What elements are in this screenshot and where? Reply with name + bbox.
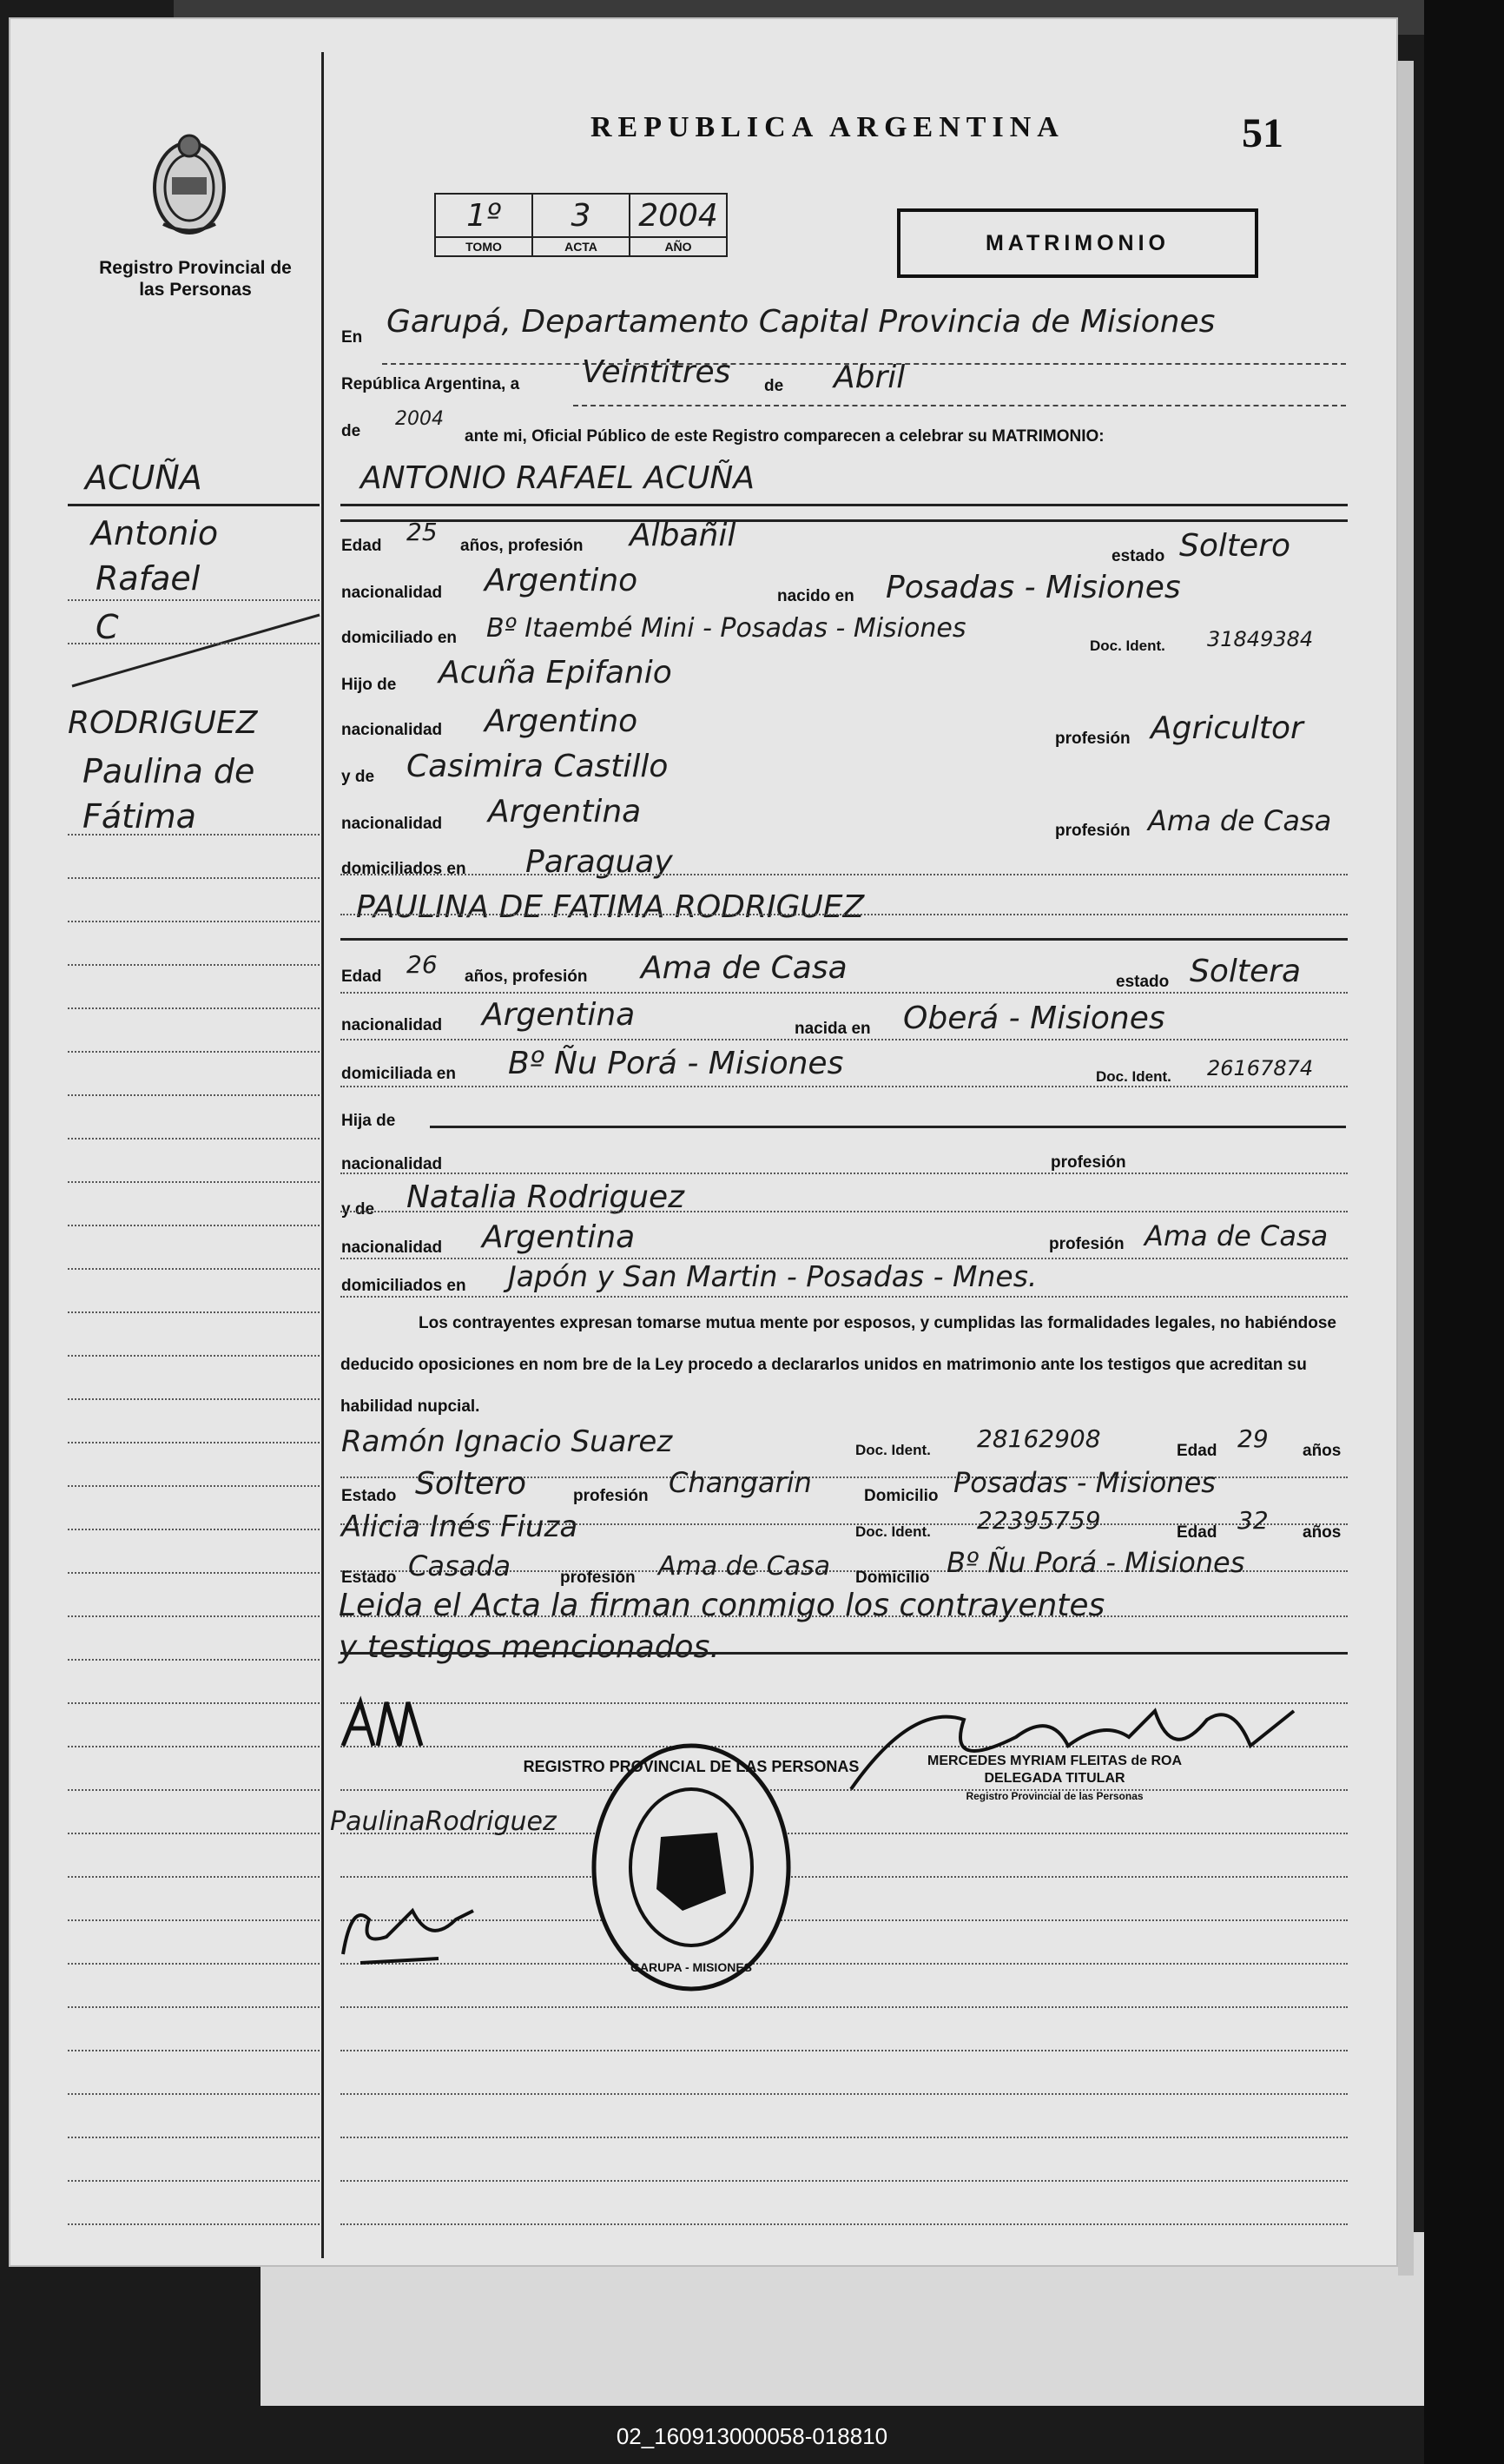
- bride-status: Soltera: [1190, 954, 1302, 989]
- label-de-year: de: [341, 422, 361, 440]
- label-doc-ident-w2: Doc. Ident.: [855, 1523, 931, 1540]
- bride-nationality: Argentina: [482, 997, 636, 1033]
- label-profesion-mother: profesión: [1055, 822, 1131, 840]
- label-anos-profesion-bride: años, profesión: [465, 968, 588, 986]
- label-ante-mi: ante mi, Oficial Público de este Registro comparecen a celebrar su MATRIMONIO:: [465, 427, 1105, 446]
- label-anos-profesion: años, profesión: [460, 537, 584, 555]
- label-estado-w1: Estado: [341, 1487, 397, 1505]
- declaration-paragraph: Los contrayentes expresan tomarse mutua mente por esposos, y cumplidas las formalidades legales, no habiéndose deducido oposiciones en nom bre de la Ley procedo a declararlos unidos en matrimonio ante los testigos que acreditan su habilidad nupcial.: [340, 1314, 1336, 1416]
- groom-mother-profession: Ama de Casa: [1148, 804, 1332, 837]
- witness1-doc: 28162908: [977, 1424, 1101, 1453]
- acta-value: 3: [532, 194, 630, 237]
- label-edad-bride: Edad: [341, 968, 382, 986]
- groom-status: Soltero: [1179, 528, 1290, 564]
- groom-name-underline-2: [340, 519, 1348, 522]
- label-hija-de: Hija de: [341, 1112, 396, 1130]
- label-doc-ident-w1: Doc. Ident.: [855, 1442, 931, 1458]
- margin-groom-surname: ACUÑA: [85, 459, 202, 497]
- label-domiciliados-en: domiciliados en: [341, 860, 466, 878]
- margin-bride-name1: Paulina de: [82, 752, 255, 790]
- registry-name: Registro Provincial de las Personas: [99, 258, 292, 300]
- stamp-place: GARUPA - MISIONES: [630, 1960, 753, 1974]
- witness1-name: Ramón Ignacio Suarez: [341, 1424, 673, 1459]
- label-de: de: [764, 377, 784, 395]
- groom-father-profession: Agricultor: [1151, 710, 1303, 746]
- label-domiciliado-en: domiciliado en: [341, 629, 458, 647]
- margin-bride-name2: Fátima: [82, 797, 196, 836]
- year-value: 2004: [395, 408, 444, 430]
- bride-name-underline: [340, 938, 1348, 941]
- label-domicilio-w1: Domicilio: [864, 1487, 939, 1505]
- label-domiciliada-en: domiciliada en: [341, 1065, 456, 1083]
- label-doc-ident-bride: Doc. Ident.: [1096, 1068, 1171, 1085]
- witness1-profession: Changarin: [669, 1466, 812, 1499]
- label-estado-w2: Estado: [341, 1569, 397, 1587]
- bride-doc: 26167874: [1207, 1056, 1314, 1080]
- ano-value: 2004: [630, 194, 727, 237]
- official-title: DELEGADA TITULAR: [984, 1771, 1125, 1786]
- label-nacionalidad-father: nacionalidad: [341, 721, 443, 739]
- label-anos-w1: años: [1303, 1442, 1342, 1460]
- label-nacionalidad: nacionalidad: [341, 584, 443, 602]
- official-office: Registro Provincial de las Personas: [966, 1790, 1144, 1802]
- label-doc-ident: Doc. Ident.: [1090, 637, 1165, 654]
- document-type-box: MATRIMONIO: [897, 208, 1258, 278]
- tomo-label: TOMO: [435, 237, 532, 256]
- groom-nationality: Argentino: [485, 563, 638, 598]
- bride-age: 26: [406, 950, 438, 979]
- month-value: Abril: [834, 360, 906, 395]
- bride-profession: Ama de Casa: [641, 950, 848, 986]
- closing-rule: [340, 1652, 1348, 1655]
- witness1-address: Posadas - Misiones: [953, 1466, 1216, 1499]
- label-nacida-en: nacida en: [795, 1020, 871, 1038]
- witness1-status: Soltero: [415, 1466, 526, 1502]
- label-hijo-de: Hijo de: [341, 676, 397, 694]
- margin-rule-line: [68, 504, 320, 506]
- sheet-edge: [1398, 61, 1414, 2276]
- label-edad-w1: Edad: [1177, 1442, 1217, 1460]
- margin-strike-line: [68, 608, 328, 695]
- label-y-de-bride: y de: [341, 1200, 375, 1219]
- witness2-name: Alicia Inés Fiuza: [341, 1509, 578, 1544]
- margin-groom-name1: Antonio: [91, 514, 219, 552]
- groom-birthplace: Posadas - Misiones: [886, 570, 1181, 605]
- label-profesion-blank: profesión: [1051, 1153, 1126, 1172]
- acta-label: ACTA: [532, 237, 630, 256]
- closing-line-1: Leida el Acta la firman conmigo los contrayentes: [339, 1588, 1105, 1623]
- label-domiciliados-en-bride: domiciliados en: [341, 1277, 466, 1295]
- margin-mark: C: [96, 608, 119, 646]
- bride-mother-profession: Ama de Casa: [1144, 1219, 1329, 1252]
- label-profesion-w2: profesión: [560, 1569, 636, 1587]
- bride-mother: Natalia Rodriguez: [406, 1179, 685, 1215]
- bride-parents-address: Japón y San Martin - Posadas - Mnes.: [508, 1259, 1038, 1293]
- groom-mother-nationality: Argentina: [488, 794, 642, 829]
- stamp-text: REGISTRO PROVINCIAL DE LAS PERSONAS: [523, 1758, 860, 1775]
- label-profesion-father: profesión: [1055, 730, 1131, 748]
- groom-father-nationality: Argentino: [485, 704, 638, 739]
- label-profesion-w1: profesión: [573, 1487, 649, 1505]
- label-domicilio-w2: Domicilio: [855, 1569, 930, 1587]
- witness-signature-icon: [334, 1885, 499, 1972]
- record-table: [434, 193, 728, 257]
- label-nacionalidad-bride-mother: nacionalidad: [341, 1239, 443, 1257]
- label-republica: República Argentina, a: [341, 375, 520, 393]
- margin-rule: [321, 52, 324, 2258]
- witness2-status: Casada: [408, 1549, 511, 1582]
- margin-groom-name2: Rafael: [96, 559, 201, 598]
- groom-father: Acuña Epifanio: [439, 655, 672, 690]
- page-number: 51: [1242, 110, 1283, 156]
- groom-mother: Casimira Castillo: [406, 749, 669, 784]
- label-nacionalidad-blank: nacionalidad: [341, 1155, 443, 1173]
- label-nacido-en: nacido en: [777, 587, 854, 605]
- groom-name-underline: [340, 504, 1348, 506]
- groom-profession: Albañil: [630, 518, 736, 553]
- bride-mother-nationality: Argentina: [482, 1219, 636, 1255]
- hija-de-line: [430, 1126, 1346, 1128]
- label-nacionalidad-mother: nacionalidad: [341, 815, 443, 833]
- bride-signature: PaulinaRodriguez: [330, 1807, 557, 1837]
- day-value: Veintitres: [582, 354, 731, 390]
- witness2-address: Bº Ñu Porá - Misiones: [947, 1546, 1245, 1579]
- groom-age: 25: [406, 518, 438, 546]
- witness2-age: 32: [1237, 1506, 1269, 1535]
- label-edad-w2: Edad: [1177, 1523, 1217, 1542]
- groom-signature-icon: [339, 1694, 434, 1754]
- registry-stamp-icon: [523, 1737, 860, 1998]
- label-estado-bride: estado: [1116, 973, 1170, 991]
- official-stamp-block: [927, 1753, 1182, 1805]
- bride-birthplace: Oberá - Misiones: [903, 1001, 1165, 1036]
- tomo-value: 1º: [435, 194, 532, 237]
- label-anos-w2: años: [1303, 1523, 1342, 1542]
- place-value: Garupá, Departamento Capital Provincia de Misiones: [386, 304, 1216, 340]
- bride-full-name: PAULINA DE FATIMA RODRIGUEZ: [356, 889, 865, 925]
- country-title: REPUBLICA ARGENTINA: [590, 111, 1065, 143]
- witness2-profession: Ama de Casa: [658, 1551, 831, 1582]
- label-nacionalidad-bride: nacionalidad: [341, 1016, 443, 1034]
- ano-label: AÑO: [630, 237, 727, 256]
- label-en: En: [341, 328, 363, 347]
- background-right: [1424, 0, 1504, 2464]
- footer-id: 02_160913000058-018810: [616, 2423, 888, 2449]
- label-edad: Edad: [341, 537, 382, 555]
- witness2-doc: 22395759: [977, 1506, 1101, 1535]
- groom-parents-address: Paraguay: [525, 844, 673, 880]
- label-estado: estado: [1112, 547, 1165, 565]
- label-y-de: y de: [341, 768, 375, 786]
- groom-full-name: ANTONIO RAFAEL ACUÑA: [360, 460, 755, 496]
- groom-address: Bº Itaembé Mini - Posadas - Misiones: [486, 613, 966, 644]
- coat-of-arms-icon: [146, 129, 233, 241]
- bride-address: Bº Ñu Porá - Misiones: [508, 1046, 844, 1081]
- date-underline: [573, 405, 1346, 406]
- witness1-age: 29: [1237, 1424, 1269, 1453]
- official-name: MERCEDES MYRIAM FLEITAS de ROA: [927, 1754, 1183, 1768]
- closing-line-2: y testigos mencionados.: [339, 1629, 720, 1665]
- margin-bride-surname: RODRIGUEZ: [68, 705, 258, 741]
- groom-doc: 31849384: [1207, 627, 1314, 651]
- label-profesion-bride-mother: profesión: [1049, 1235, 1125, 1253]
